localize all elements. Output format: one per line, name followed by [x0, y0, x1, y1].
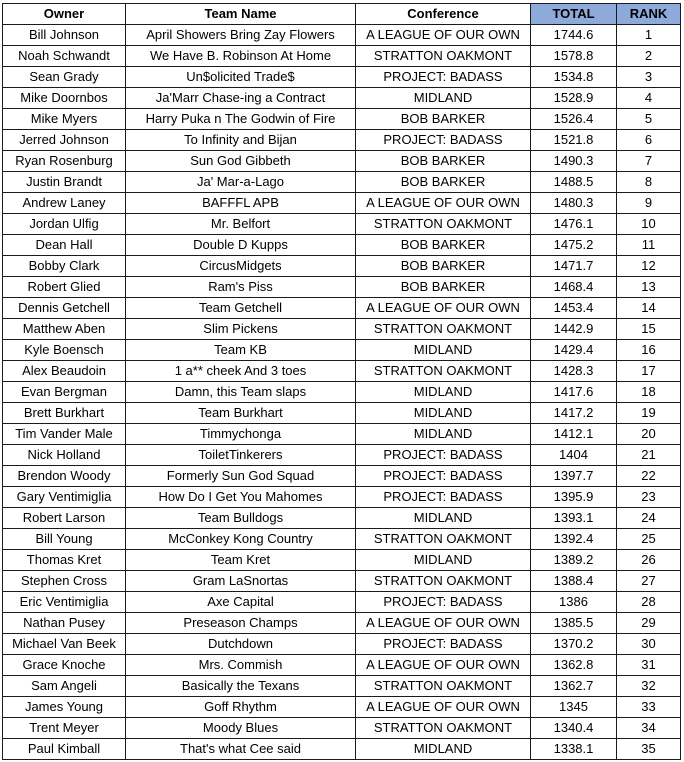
team-name-cell[interactable]: Mrs. Commish — [126, 655, 356, 676]
owner-cell[interactable]: Sean Grady — [3, 67, 126, 88]
table-row — [3, 466, 681, 487]
owner-cell[interactable]: Paul Kimball — [3, 739, 126, 760]
table-row — [3, 25, 681, 46]
total-cell[interactable]: 1395.9 — [531, 487, 617, 508]
owner-cell[interactable]: Bill Johnson — [3, 25, 126, 46]
rank-cell[interactable]: 31 — [617, 655, 681, 676]
team-name-cell[interactable]: Team KB — [126, 340, 356, 361]
rank-cell[interactable]: 35 — [617, 739, 681, 760]
conference-cell[interactable]: A LEAGUE OF OUR OWN — [356, 25, 531, 46]
conference-cell[interactable]: PROJECT: BADASS — [356, 592, 531, 613]
owner-cell[interactable]: Grace Knoche — [3, 655, 126, 676]
owner-cell[interactable]: Eric Ventimiglia — [3, 592, 126, 613]
rank-cell[interactable]: 18 — [617, 382, 681, 403]
table-row — [3, 403, 681, 424]
table-row — [3, 172, 681, 193]
conference-cell[interactable]: PROJECT: BADASS — [356, 634, 531, 655]
team-name-cell[interactable]: Moody Blues — [126, 718, 356, 739]
team-name-cell[interactable]: That's what Cee said — [126, 739, 356, 760]
total-cell[interactable]: 1338.1 — [531, 739, 617, 760]
conference-cell[interactable]: MIDLAND — [356, 88, 531, 109]
standings-sheet — [2, 3, 681, 760]
total-cell[interactable]: 1362.8 — [531, 655, 617, 676]
total-cell[interactable]: 1386 — [531, 592, 617, 613]
table-row — [3, 655, 681, 676]
team-name-cell[interactable]: Double D Kupps — [126, 235, 356, 256]
conference-cell[interactable]: STRATTON OAKMONT — [356, 46, 531, 67]
conference-cell[interactable]: PROJECT: BADASS — [356, 130, 531, 151]
team-name-cell[interactable]: Ja'Marr Chase-ing a Contract — [126, 88, 356, 109]
table-row — [3, 214, 681, 235]
total-cell[interactable]: 1488.5 — [531, 172, 617, 193]
owner-cell[interactable]: Bill Young — [3, 529, 126, 550]
team-name-cell[interactable]: Ram's Piss — [126, 277, 356, 298]
table-row — [3, 487, 681, 508]
table-row — [3, 508, 681, 529]
rank-cell[interactable]: 20 — [617, 424, 681, 445]
conference-cell[interactable]: A LEAGUE OF OUR OWN — [356, 697, 531, 718]
rank-cell[interactable]: 19 — [617, 403, 681, 424]
table-row — [3, 445, 681, 466]
owner-cell[interactable]: Stephen Cross — [3, 571, 126, 592]
total-cell[interactable]: 1521.8 — [531, 130, 617, 151]
table-row — [3, 67, 681, 88]
conference-cell[interactable]: STRATTON OAKMONT — [356, 529, 531, 550]
conference-cell[interactable]: STRATTON OAKMONT — [356, 718, 531, 739]
team-name-cell[interactable]: Formerly Sun God Squad — [126, 466, 356, 487]
table-row — [3, 151, 681, 172]
rank-cell[interactable]: 25 — [617, 529, 681, 550]
rank-cell[interactable]: 23 — [617, 487, 681, 508]
total-cell[interactable]: 1397.7 — [531, 466, 617, 487]
table-row — [3, 634, 681, 655]
owner-cell[interactable]: Nick Holland — [3, 445, 126, 466]
owner-cell[interactable]: Robert Glied — [3, 277, 126, 298]
total-cell[interactable]: 1340.4 — [531, 718, 617, 739]
owner-cell[interactable]: Trent Meyer — [3, 718, 126, 739]
team-name-cell[interactable]: Preseason Champs — [126, 613, 356, 634]
header-owner[interactable]: Owner — [3, 4, 126, 25]
table-row — [3, 361, 681, 382]
table-row — [3, 718, 681, 739]
conference-cell[interactable]: MIDLAND — [356, 340, 531, 361]
conference-cell[interactable]: A LEAGUE OF OUR OWN — [356, 298, 531, 319]
team-name-cell[interactable]: Dutchdown — [126, 634, 356, 655]
header-team-name[interactable]: Team Name — [126, 4, 356, 25]
total-cell[interactable]: 1480.3 — [531, 193, 617, 214]
rank-cell[interactable]: 7 — [617, 151, 681, 172]
conference-cell[interactable]: MIDLAND — [356, 739, 531, 760]
owner-cell[interactable]: Justin Brandt — [3, 172, 126, 193]
total-cell[interactable]: 1392.4 — [531, 529, 617, 550]
team-name-cell[interactable]: CircusMidgets — [126, 256, 356, 277]
rank-cell[interactable]: 3 — [617, 67, 681, 88]
conference-cell[interactable]: PROJECT: BADASS — [356, 67, 531, 88]
table-row — [3, 340, 681, 361]
owner-cell[interactable]: Mike Myers — [3, 109, 126, 130]
team-name-cell[interactable]: McConkey Kong Country — [126, 529, 356, 550]
table-row — [3, 613, 681, 634]
total-cell[interactable]: 1526.4 — [531, 109, 617, 130]
conference-cell[interactable]: PROJECT: BADASS — [356, 445, 531, 466]
rank-cell[interactable]: 17 — [617, 361, 681, 382]
team-name-cell[interactable]: Harry Puka n The Godwin of Fire — [126, 109, 356, 130]
team-name-cell[interactable]: Basically the Texans — [126, 676, 356, 697]
rank-cell[interactable]: 4 — [617, 88, 681, 109]
owner-cell[interactable]: Dean Hall — [3, 235, 126, 256]
owner-cell[interactable]: Tim Vander Male — [3, 424, 126, 445]
table-row — [3, 109, 681, 130]
rank-cell[interactable]: 12 — [617, 256, 681, 277]
total-cell[interactable]: 1412.1 — [531, 424, 617, 445]
total-cell[interactable]: 1428.3 — [531, 361, 617, 382]
team-name-cell[interactable]: Team Getchell — [126, 298, 356, 319]
total-cell[interactable]: 1534.8 — [531, 67, 617, 88]
owner-cell[interactable]: Thomas Kret — [3, 550, 126, 571]
total-cell[interactable]: 1475.2 — [531, 235, 617, 256]
owner-cell[interactable]: Robert Larson — [3, 508, 126, 529]
total-cell[interactable]: 1528.9 — [531, 88, 617, 109]
team-name-cell[interactable]: ToiletTinkerers — [126, 445, 356, 466]
conference-cell[interactable]: A LEAGUE OF OUR OWN — [356, 193, 531, 214]
total-cell[interactable]: 1417.2 — [531, 403, 617, 424]
table-row — [3, 235, 681, 256]
rank-cell[interactable]: 24 — [617, 508, 681, 529]
conference-cell[interactable]: PROJECT: BADASS — [356, 487, 531, 508]
conference-cell[interactable]: A LEAGUE OF OUR OWN — [356, 655, 531, 676]
owner-cell[interactable]: Jerred Johnson — [3, 130, 126, 151]
table-row — [3, 319, 681, 340]
owner-cell[interactable]: Michael Van Beek — [3, 634, 126, 655]
team-name-cell[interactable]: Slim Pickens — [126, 319, 356, 340]
total-cell[interactable]: 1370.2 — [531, 634, 617, 655]
conference-cell[interactable]: STRATTON OAKMONT — [356, 214, 531, 235]
rank-cell[interactable]: 13 — [617, 277, 681, 298]
conference-cell[interactable]: A LEAGUE OF OUR OWN — [356, 613, 531, 634]
table-row — [3, 697, 681, 718]
owner-cell[interactable]: Alex Beaudoin — [3, 361, 126, 382]
header-rank[interactable]: RANK — [617, 4, 681, 25]
team-name-cell[interactable]: Goff Rhythm — [126, 697, 356, 718]
total-cell[interactable]: 1429.4 — [531, 340, 617, 361]
team-name-cell[interactable]: Timmychonga — [126, 424, 356, 445]
conference-cell[interactable]: STRATTON OAKMONT — [356, 571, 531, 592]
table-row — [3, 130, 681, 151]
table-row — [3, 193, 681, 214]
conference-cell[interactable]: MIDLAND — [356, 424, 531, 445]
standings-table — [2, 3, 681, 760]
total-cell[interactable]: 1578.8 — [531, 46, 617, 67]
team-name-cell[interactable]: Axe Capital — [126, 592, 356, 613]
team-name-cell[interactable]: BAFFFL APB — [126, 193, 356, 214]
total-cell[interactable]: 1471.7 — [531, 256, 617, 277]
owner-cell[interactable]: Gary Ventimiglia — [3, 487, 126, 508]
conference-cell[interactable]: STRATTON OAKMONT — [356, 319, 531, 340]
rank-cell[interactable]: 30 — [617, 634, 681, 655]
owner-cell[interactable]: Brendon Woody — [3, 466, 126, 487]
rank-cell[interactable]: 27 — [617, 571, 681, 592]
team-name-cell[interactable]: Damn, this Team slaps — [126, 382, 356, 403]
owner-cell[interactable]: Brett Burkhart — [3, 403, 126, 424]
table-body — [3, 25, 681, 760]
owner-cell[interactable]: Andrew Laney — [3, 193, 126, 214]
team-name-cell[interactable]: Un$olicited Trade$ — [126, 67, 356, 88]
header-total[interactable]: TOTAL — [531, 4, 617, 25]
rank-cell[interactable]: 6 — [617, 130, 681, 151]
rank-cell[interactable]: 15 — [617, 319, 681, 340]
rank-cell[interactable]: 32 — [617, 676, 681, 697]
total-cell[interactable]: 1404 — [531, 445, 617, 466]
owner-cell[interactable]: Matthew Aben — [3, 319, 126, 340]
conference-cell[interactable]: MIDLAND — [356, 508, 531, 529]
team-name-cell[interactable]: Gram LaSnortas — [126, 571, 356, 592]
table-row — [3, 529, 681, 550]
conference-cell[interactable]: BOB BARKER — [356, 256, 531, 277]
rank-cell[interactable]: 5 — [617, 109, 681, 130]
team-name-cell[interactable]: 1 a** cheek And 3 toes — [126, 361, 356, 382]
conference-cell[interactable]: MIDLAND — [356, 382, 531, 403]
conference-cell[interactable]: BOB BARKER — [356, 235, 531, 256]
team-name-cell[interactable]: April Showers Bring Zay Flowers — [126, 25, 356, 46]
owner-cell[interactable]: Ryan Rosenburg — [3, 151, 126, 172]
owner-cell[interactable]: Bobby Clark — [3, 256, 126, 277]
total-cell[interactable]: 1388.4 — [531, 571, 617, 592]
table-row — [3, 298, 681, 319]
rank-cell[interactable]: 8 — [617, 172, 681, 193]
owner-cell[interactable]: Jordan Ulfig — [3, 214, 126, 235]
conference-cell[interactable]: STRATTON OAKMONT — [356, 676, 531, 697]
rank-cell[interactable]: 14 — [617, 298, 681, 319]
header-conference[interactable]: Conference — [356, 4, 531, 25]
total-cell[interactable]: 1345 — [531, 697, 617, 718]
team-name-cell[interactable]: We Have B. Robinson At Home — [126, 46, 356, 67]
total-cell[interactable]: 1389.2 — [531, 550, 617, 571]
table-row — [3, 550, 681, 571]
rank-cell[interactable]: 10 — [617, 214, 681, 235]
rank-cell[interactable]: 2 — [617, 46, 681, 67]
total-cell[interactable]: 1490.3 — [531, 151, 617, 172]
conference-cell[interactable]: BOB BARKER — [356, 109, 531, 130]
table-row — [3, 256, 681, 277]
table-row — [3, 277, 681, 298]
owner-cell[interactable]: Mike Doornbos — [3, 88, 126, 109]
team-name-cell[interactable]: To Infinity and Bijan — [126, 130, 356, 151]
rank-cell[interactable]: 1 — [617, 25, 681, 46]
team-name-cell[interactable]: Ja' Mar-a-Lago — [126, 172, 356, 193]
rank-cell[interactable]: 26 — [617, 550, 681, 571]
rank-cell[interactable]: 9 — [617, 193, 681, 214]
table-row — [3, 424, 681, 445]
total-cell[interactable]: 1453.4 — [531, 298, 617, 319]
conference-cell[interactable]: STRATTON OAKMONT — [356, 361, 531, 382]
total-cell[interactable]: 1442.9 — [531, 319, 617, 340]
total-cell[interactable]: 1476.1 — [531, 214, 617, 235]
table-row — [3, 88, 681, 109]
total-cell[interactable]: 1744.6 — [531, 25, 617, 46]
conference-cell[interactable]: PROJECT: BADASS — [356, 466, 531, 487]
rank-cell[interactable]: 16 — [617, 340, 681, 361]
team-name-cell[interactable]: How Do I Get You Mahomes — [126, 487, 356, 508]
table-row — [3, 382, 681, 403]
total-cell[interactable]: 1385.5 — [531, 613, 617, 634]
team-name-cell[interactable]: Mr. Belfort — [126, 214, 356, 235]
conference-cell[interactable]: MIDLAND — [356, 403, 531, 424]
owner-cell[interactable]: Sam Angeli — [3, 676, 126, 697]
rank-cell[interactable]: 29 — [617, 613, 681, 634]
owner-cell[interactable]: James Young — [3, 697, 126, 718]
total-cell[interactable]: 1393.1 — [531, 508, 617, 529]
table-row — [3, 739, 681, 760]
table-row — [3, 46, 681, 67]
rank-cell[interactable]: 34 — [617, 718, 681, 739]
table-row — [3, 592, 681, 613]
rank-cell[interactable]: 28 — [617, 592, 681, 613]
total-cell[interactable]: 1468.4 — [531, 277, 617, 298]
rank-cell[interactable]: 11 — [617, 235, 681, 256]
rank-cell[interactable]: 22 — [617, 466, 681, 487]
header-row — [3, 4, 681, 25]
conference-cell[interactable]: BOB BARKER — [356, 151, 531, 172]
team-name-cell[interactable]: Team Burkhart — [126, 403, 356, 424]
rank-cell[interactable]: 33 — [617, 697, 681, 718]
conference-cell[interactable]: BOB BARKER — [356, 277, 531, 298]
table-row — [3, 571, 681, 592]
team-name-cell[interactable]: Sun God Gibbeth — [126, 151, 356, 172]
owner-cell[interactable]: Dennis Getchell — [3, 298, 126, 319]
team-name-cell[interactable]: Team Bulldogs — [126, 508, 356, 529]
owner-cell[interactable]: Evan Bergman — [3, 382, 126, 403]
table-row — [3, 676, 681, 697]
owner-cell[interactable]: Nathan Pusey — [3, 613, 126, 634]
conference-cell[interactable]: BOB BARKER — [356, 172, 531, 193]
total-cell[interactable]: 1362.7 — [531, 676, 617, 697]
total-cell[interactable]: 1417.6 — [531, 382, 617, 403]
rank-cell[interactable]: 21 — [617, 445, 681, 466]
owner-cell[interactable]: Noah Schwandt — [3, 46, 126, 67]
owner-cell[interactable]: Kyle Boensch — [3, 340, 126, 361]
conference-cell[interactable]: MIDLAND — [356, 550, 531, 571]
team-name-cell[interactable]: Team Kret — [126, 550, 356, 571]
